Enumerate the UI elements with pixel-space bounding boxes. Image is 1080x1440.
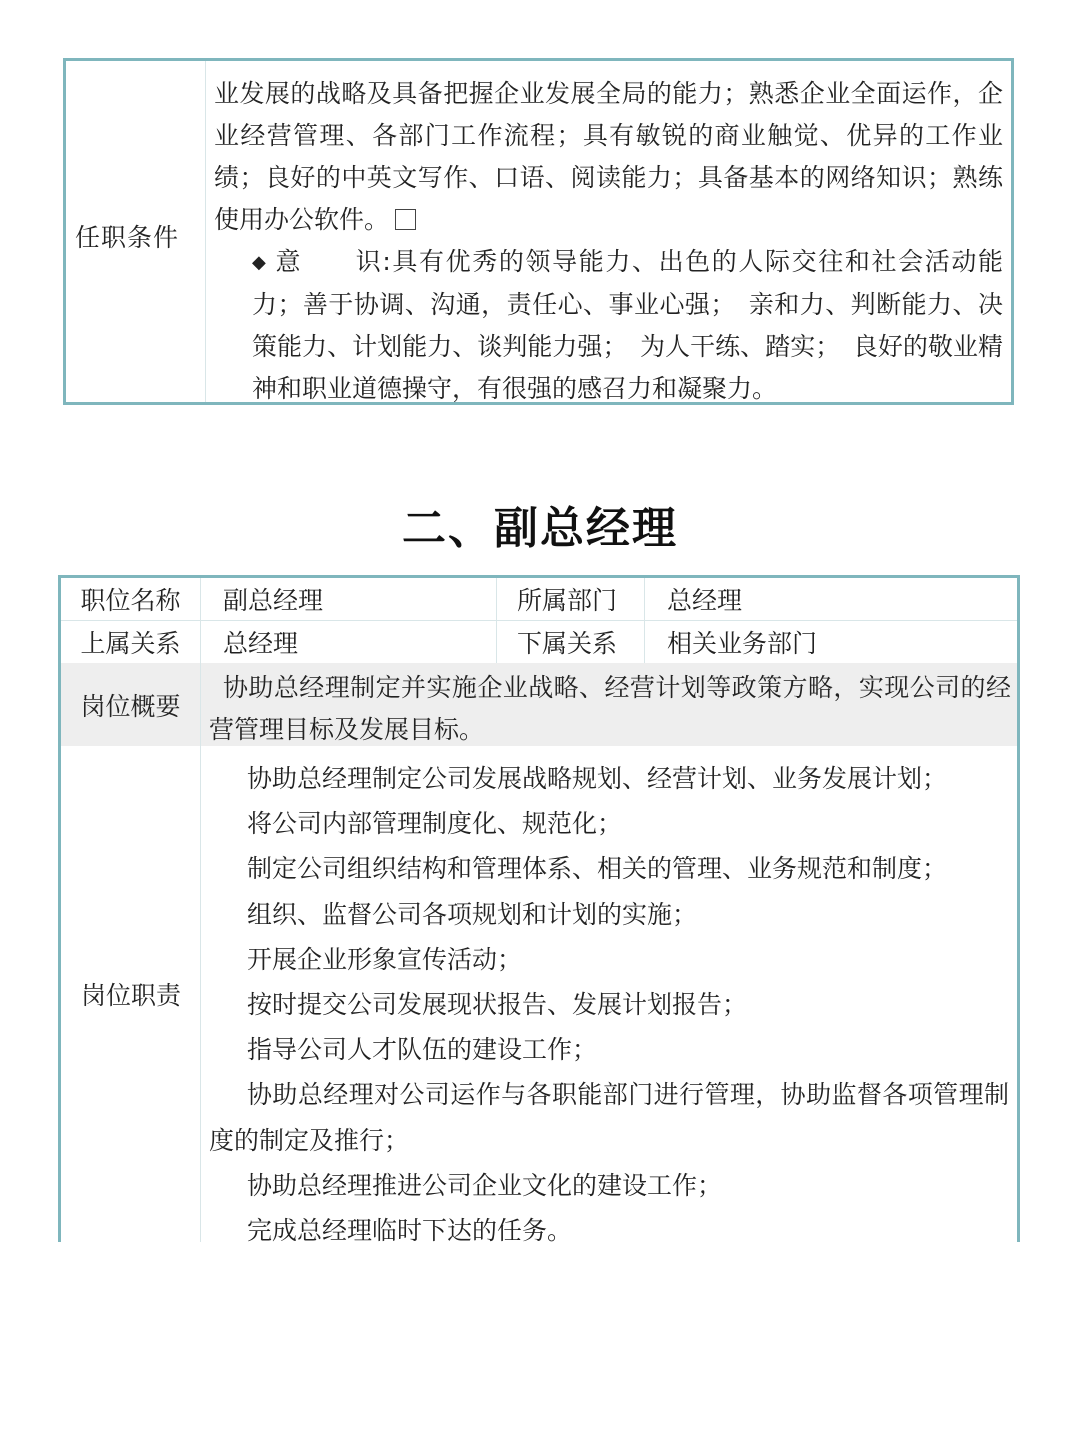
awareness-item: [214, 241, 1003, 410]
table-row: [61, 578, 1017, 621]
summary-text: 协助总经理制定并实施企业战略、经营计划等政策方略，实现公司的经营管理目标及发展目标。: [209, 673, 1011, 744]
table-row: [61, 663, 1017, 746]
duty-item: 协助总经理制定公司发展战略规划、经营计划、业务发展计划；: [247, 764, 948, 793]
duty-item: 协助总经理对公司运作与各职能部门进行管理，协助监督各项管理制度的制定及推行；: [209, 1080, 1009, 1155]
department-value: 总经理: [667, 586, 743, 615]
position-name-label: 职位名称: [61, 578, 201, 620]
qualifications-text: [214, 73, 1003, 241]
qualifications-label: 任职条件: [66, 61, 206, 402]
duty-item: 开展企业形象宣传活动；: [247, 944, 523, 974]
superior-label: 上属关系: [61, 621, 201, 663]
awareness-label-a: 意: [275, 247, 303, 276]
deputy-gm-table: [58, 575, 1020, 1246]
subordinate-label: 下属关系: [497, 621, 645, 663]
duty-item: 组织、监督公司各项规划和计划的实施；: [247, 899, 698, 929]
subordinate-value: 相关业务部门: [667, 629, 818, 658]
superior-value: 总经理: [201, 621, 497, 663]
checkbox-icon: [395, 209, 416, 230]
duty-item: 指导公司人才队伍的建设工作；: [247, 1035, 598, 1065]
position-name-value: 副总经理: [201, 578, 497, 620]
qualifications-table: [63, 58, 1014, 405]
table-row: [61, 621, 1017, 663]
department-label: 所属部门: [497, 578, 645, 620]
table-row: [61, 746, 1017, 1246]
duty-item: 协助总经理推进公司企业文化的建设工作；: [247, 1170, 723, 1200]
qualifications-line: 业发展的战略及具备把握企业发展全局的能力；熟悉企业全面运作，企业经营管理、各部门工作流程；具有敏锐的商业触觉、优异的工作业绩；良好的中英文写作、口语、阅读能力；具备基本的网络知识；熟练使用办公软件。: [214, 79, 1003, 234]
duties-label: 岗位职责: [61, 746, 201, 1242]
summary-label: 岗位概要: [61, 663, 201, 746]
awareness-label-b: 识: [354, 247, 383, 276]
duty-item: 完成总经理临时下达的任务。: [247, 1216, 573, 1246]
duty-item: 制定公司组织结构和管理体系、相关的管理、业务规范和制度；: [247, 854, 948, 884]
duty-item: 将公司内部管理制度化、规范化；: [247, 809, 623, 839]
awareness-text: :具有优秀的领导能力、出色的人际交往和社会活动能力；善于协调、沟通，责任心、事业心强； 亲和力、判断能力、决策能力、计划能力、谈判能力强； 为人干练、踏实； 良好的敬业精神和职业道德操守，有很强的感召力和凝聚力。: [252, 247, 1003, 403]
section-title: 二、副总经理: [402, 503, 678, 554]
duties-list: [201, 746, 1017, 1246]
diamond-bullet-icon: ◆: [252, 252, 268, 273]
duty-item: 按时提交公司发展现状报告、发展计划报告；: [247, 990, 748, 1020]
qualifications-body: [206, 61, 1011, 402]
